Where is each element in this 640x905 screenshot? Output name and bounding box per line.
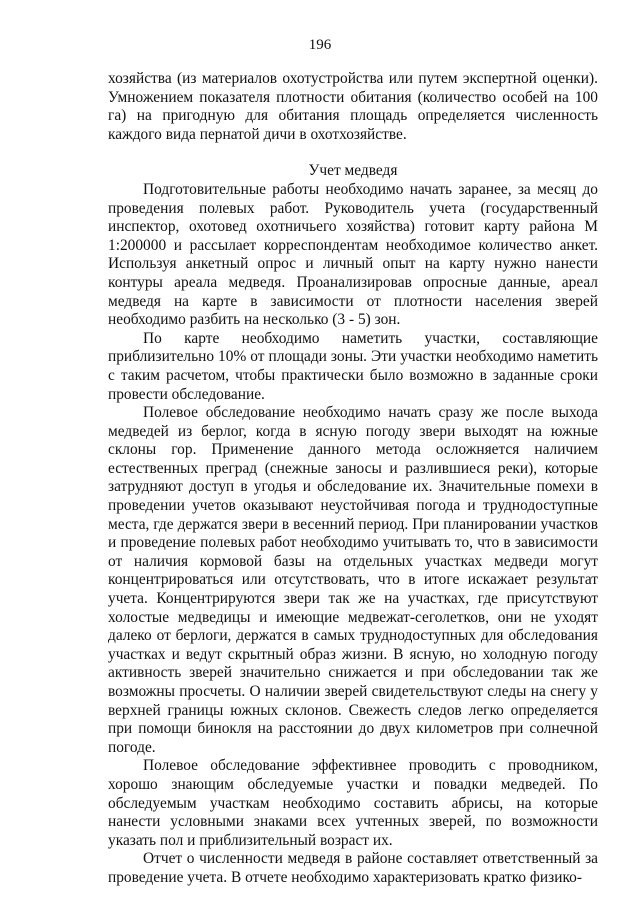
page-number: 196 xyxy=(308,37,332,53)
page-content xyxy=(108,70,598,888)
section-heading: Учет медведя xyxy=(308,162,398,180)
paragraph-guide: Полевое обследование эффективнее проводить с проводником, хорошо знающим обследуемые участки и повадки медведей. По обследуемым участкам необходимо составить абрисы, на которые нанести условными знаками всех учтенных зверей, по возможности указать пол и приблизительный возраст их. xyxy=(108,757,598,849)
paragraph-field-survey: Полевое обследование необходимо начать сразу же после выхода медведей из берлог, когда в ясную погоду звери выходят на южные склоны гор. Применение данного метода осложняется наличием естественных преград (снежные заносы и разлившиеся реки), которые затрудняют доступ в угодья и обследование их. Значительные помехи в проведении учетов оказывают неустойчивая погода и труднодоступные места, где держатся звери в весенний период. При планировании участков и проведение полевых работ необходимо учитывать то, что в зависимости от наличия кормовой базы на отдельных участках медведи могут концентрироваться или отсутствовать, что в итоге искажает результат учета. Концентрируются звери так же на участках, где присутствуют холостые медведицы и имеющие медвежат-сеголетков, они не уходят далеко от берлоги, держатся в самых труднодоступных для обследования участках и ведут скрытный образ жизни. В ясную, но холодную погоду активность зверей значительно снижается и при обследовании так же возможны просчеты. О наличии зверей свидетельствуют следы на снегу у верхней границы южных склонов. Свежесть следов легко определяется при помощи бинокля на расстоянии до двух километров при солнечной погоде. xyxy=(108,404,598,756)
paragraph-report: Отчет о численности медведя в районе составляет ответственный за проведение учета. В отчете необходимо характеризовать кратко физико- xyxy=(108,850,598,886)
paragraph-plots: По карте необходимо наметить участки, составляющие приблизительно 10% от площади зоны. Эти участки необходимо наметить с таким расчетом, чтобы практически было возможно в заданные сроки провести обследование. xyxy=(108,329,598,403)
paragraph-preparation: Подготовительные работы необходимо начать заранее, за месяц до проведения полевых работ. Руководитель учета (государственный инспектор, охотовед охотничьего хозяйства) готовит карту района М 1:200000 и рассылает корреспондентам необходимое количество анкет. Используя анкетный опрос и личный опыт на карту нужно нанести контуры ареала медведя. Проанализировав опросные данные, ареал медведя на карте в зависимости от плотности населения зверей необходимо разбить на несколько (3 - 5) зон. xyxy=(108,180,598,329)
intro-paragraph: хозяйства (из материалов охотустройства или путем экспертной оценки). Умножением показателя плотности обитания (количество особей на 100 га) на пригодную для обитания площадь определяется численность каждого вида пернатой дичи в охотхозяйстве. xyxy=(108,70,598,143)
